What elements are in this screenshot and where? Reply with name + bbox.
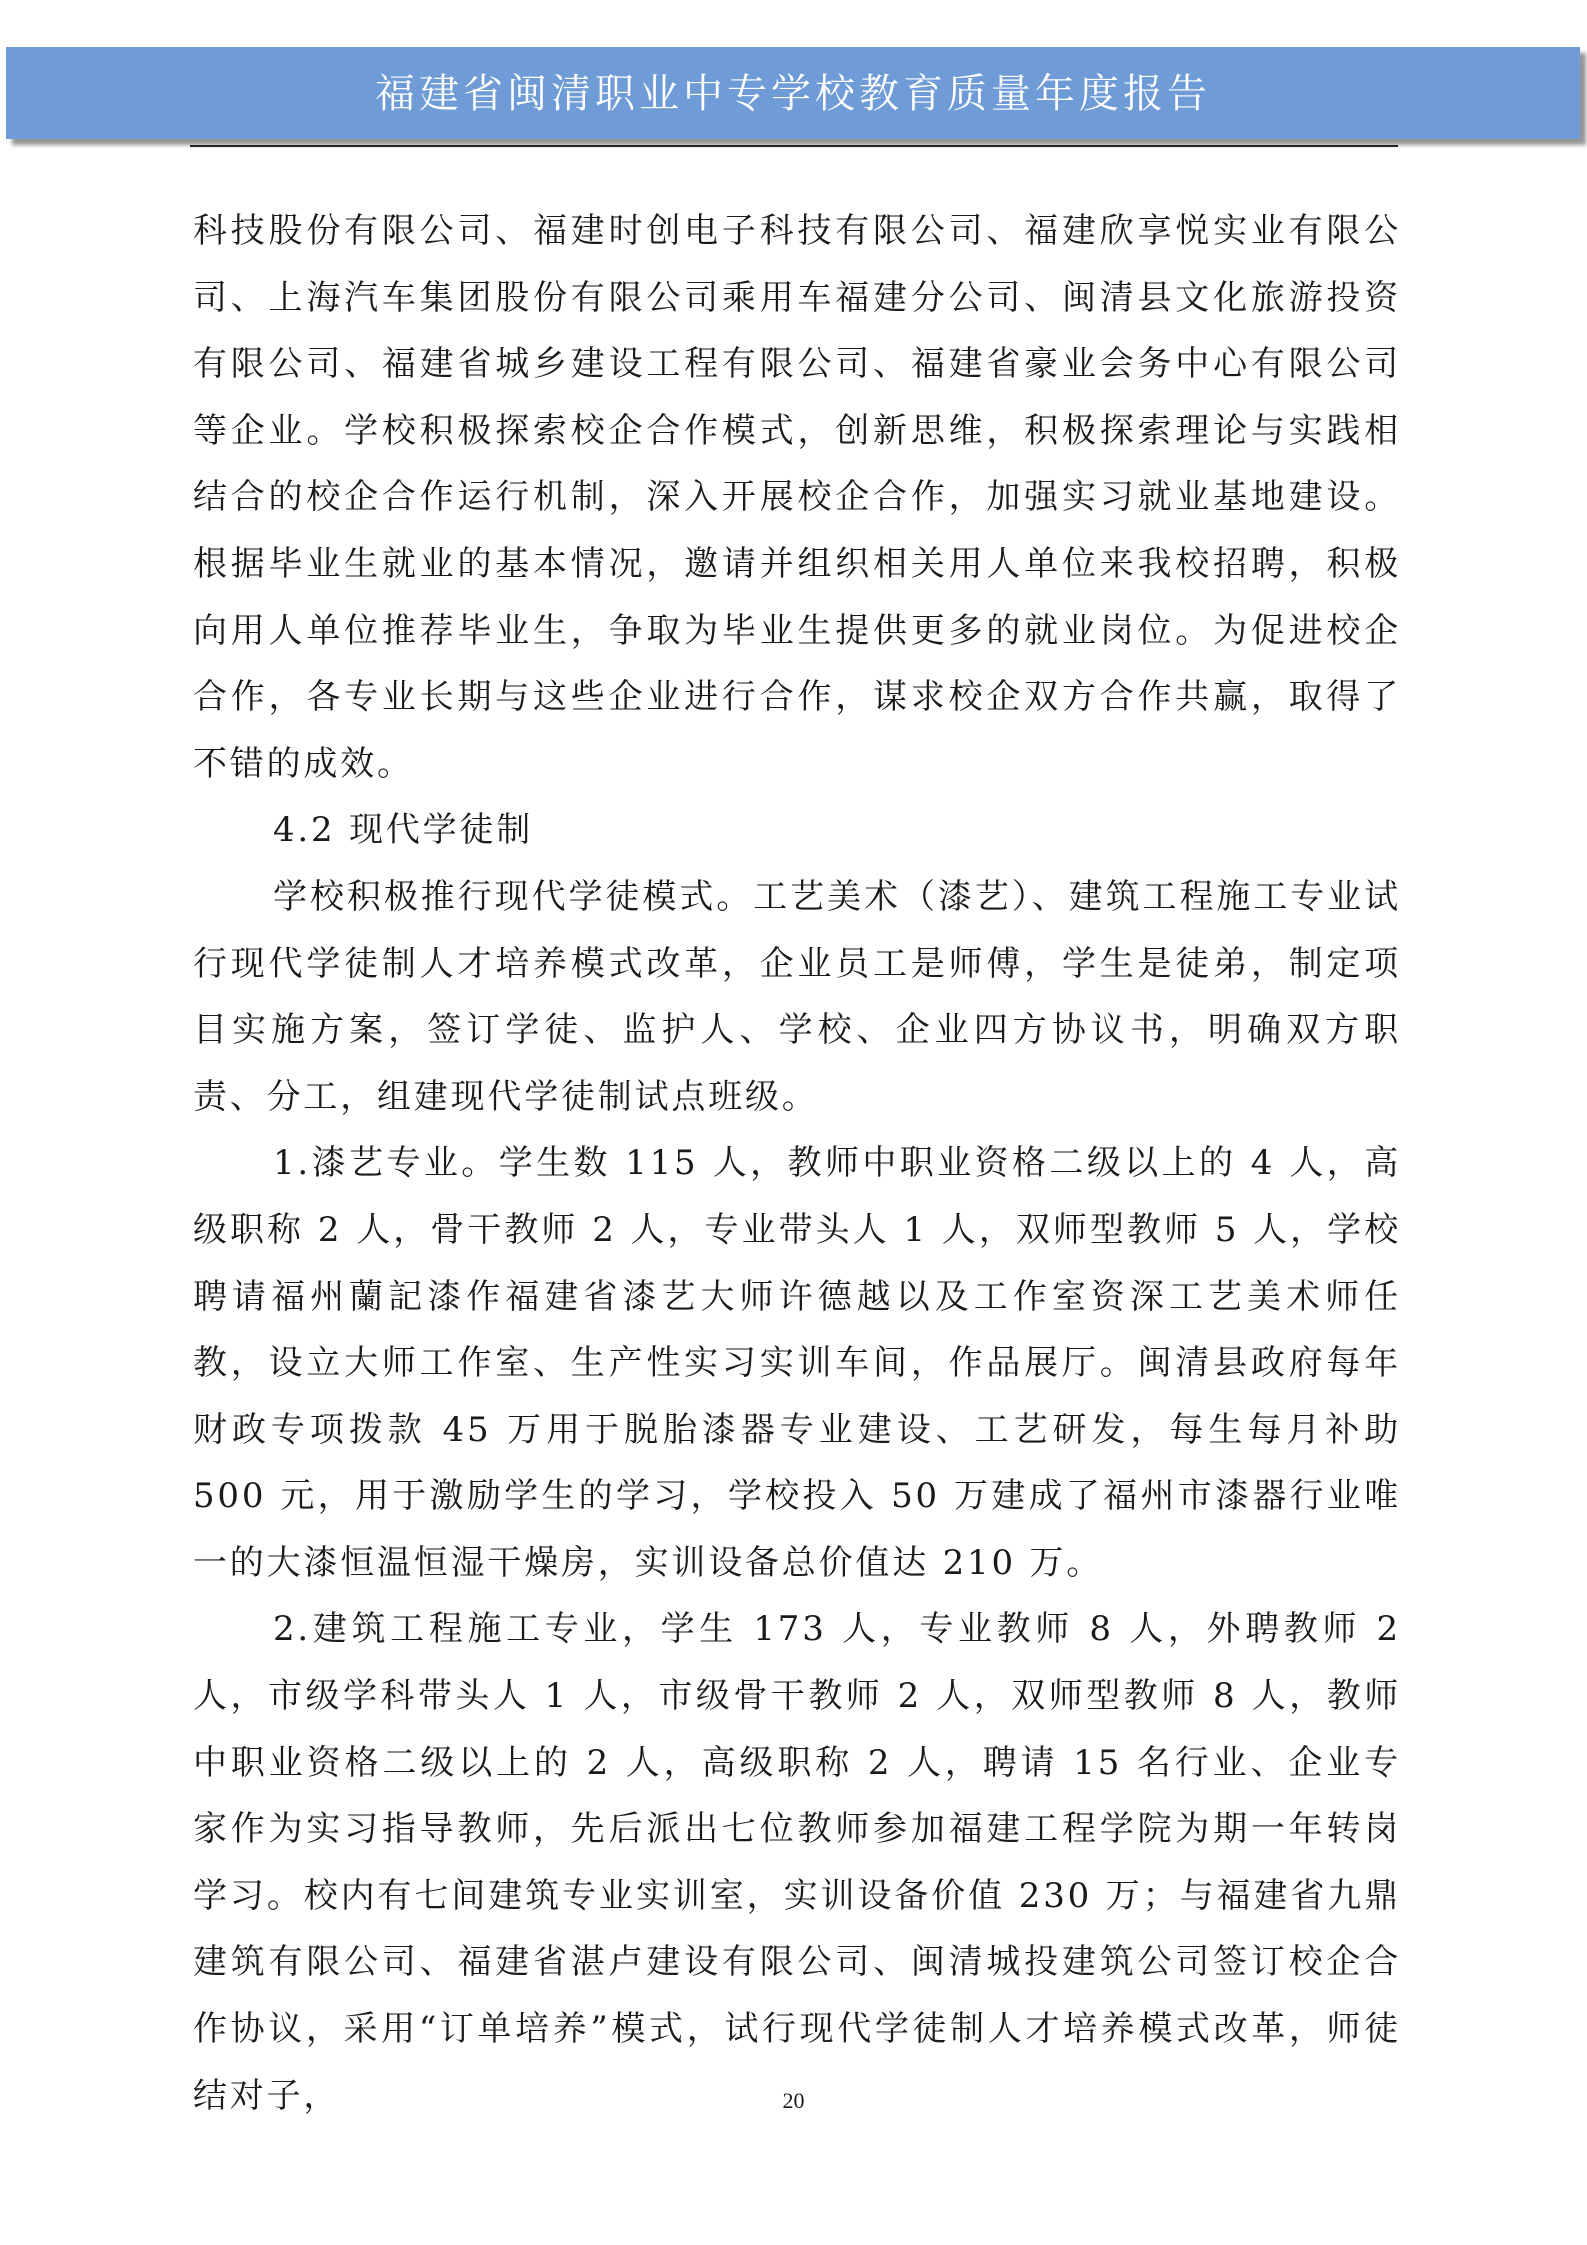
paragraph-lacquer-art-major: 1.漆艺专业。学生数 115 人，教师中职业资格二级以上的 4 人，高级职称 2 人，骨干教师 2 人，专业带头人 1 人，双师型教师 5 人，学校聘请福州蘭記漆作福建省漆艺大师许德越以及工作室资深工艺美术师任教，设立大师工作室、生产性实习实训车间，作品展厅。闽清县政府每年财政专项拨款 45 万用于脱胎漆器专业建设、工艺研发，每生每月补助 500 元，用于激励学生的学习，学校投入 50 万建成了福州市漆器行业唯一的大漆恒温恒湿干燥房，实训设备总价值达 210 万。 [193,1143,1401,1583]
paragraph-construction-major: 2.建筑工程施工专业，学生 173 人，专业教师 8 人，外聘教师 2 人，市级学科带头人 1 人，市级骨干教师 2 人，双师型教师 8 人，教师中职业资格二级以上的 2 人，高级职称 2 人，聘请 15 名行业、企业专家作为实习指导教师，先后派出七位教师参加福建工程学院为期一年转岗学习。校内有七间建筑专业实训室，实训设备价值 230 万；与福建省九鼎建筑有限公司、福建省湛卢建设有限公司、闽清城投建筑公司签订校企合作协议，采用“订单培养”模式，试行现代学徒制人才培养模式改革，师徒结对子， [193,1609,1401,2116]
page-number: 20 [782,2088,805,2113]
header-banner [6,47,1580,139]
paragraph-enterprise-cooperation: 科技股份有限公司、福建时创电子科技有限公司、福建欣享悦实业有限公司、上海汽车集团股份有限公司乘用车福建分公司、闽清县文化旅游投资有限公司、福建省城乡建设工程有限公司、福建省豪业会务中心有限公司等企业。学校积极探索校企合作模式，创新思维，积极探索理论与实践相结合的校企合作运行机制，深入开展校企合作，加强实习就业基地建设。根据毕业生就业的基本情况，邀请并组织相关用人单位来我校招聘，积极向用人单位推荐毕业生，争取为毕业生提供更多的就业岗位。为促进校企合作，各专业长期与这些企业进行合作，谋求校企双方合作共赢，取得了不错的成效。 [193,211,1401,784]
report-body [193,198,1401,2129]
report-title: 福建省闽清职业中专学校教育质量年度报告 [375,70,1211,117]
header-divider [190,145,1398,147]
paragraph-apprenticeship: 学校积极推行现代学徒模式。工艺美术（漆艺）、建筑工程施工专业试行现代学徒制人才培养模式改革，企业员工是师傅，学生是徒弟，制定项目实施方案，签订学徒、监护人、学校、企业四方协议书，明确双方职责、分工，组建现代学徒制试点班级。 [193,876,1401,1117]
section-heading: 4.2 现代学徒制 [273,810,534,851]
